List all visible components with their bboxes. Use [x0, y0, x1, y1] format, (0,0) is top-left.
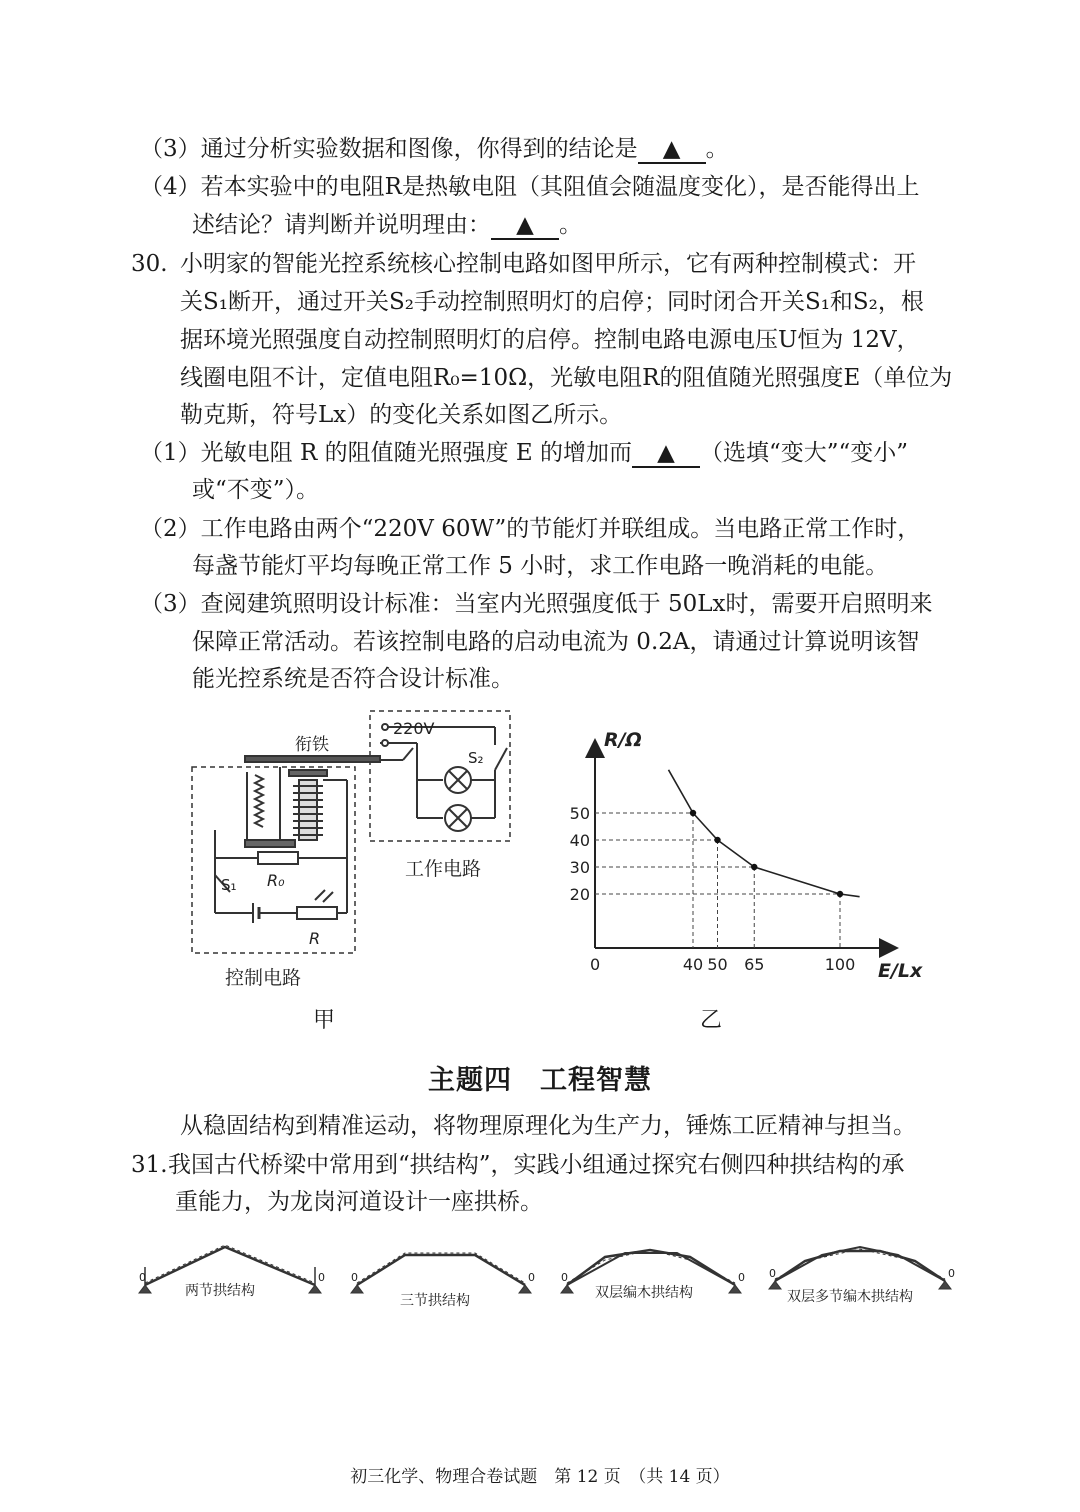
spring: [255, 775, 263, 827]
q31-line1: 我国古代桥梁中常用到“拱结构”，实践小组通过探究右侧四种拱结构的承: [168, 1152, 905, 1178]
zero-mark: 0: [769, 1267, 776, 1280]
series-line: [669, 770, 860, 897]
zero-mark: 0: [738, 1271, 745, 1284]
arch-label: 双层多节编木拱结构: [787, 1289, 913, 1305]
y-tick-label: 50: [569, 804, 590, 823]
item-text: 查阅建筑照明设计标准：当室内光照强度低于 50Lx时，需要开启照明来: [200, 591, 933, 617]
q29-item4-line1: [140, 171, 919, 203]
origin-label: 0: [590, 955, 601, 974]
item-number: （4）: [140, 174, 201, 200]
y-tick-label: 30: [569, 858, 590, 877]
armature-label: 衔铁: [295, 735, 329, 755]
section-motto: 从稳固结构到精准运动，将物理原理化为生产力，锤炼工匠精神与担当。: [180, 1113, 916, 1139]
work-circuit-box: [370, 711, 510, 841]
q30-sub3-line3: 能光控系统是否符合设计标准。: [192, 666, 514, 692]
r-label: R: [309, 929, 321, 948]
zero-mark: 0: [351, 1271, 358, 1284]
answer-blank: ▲: [632, 440, 700, 468]
data-point: [837, 891, 843, 897]
voltage-label: 220V: [393, 719, 435, 738]
section-title: 主题四 工程智慧: [428, 1065, 652, 1096]
zero-mark: 0: [318, 1271, 325, 1284]
x-tick-label: 100: [824, 955, 856, 974]
figure-caption-jia: 甲: [313, 1008, 336, 1033]
q31-line2: 重能力，为龙岗河道设计一座拱桥。: [175, 1189, 543, 1215]
s2-label: S₂: [468, 749, 484, 767]
q30-intro-5: 勒克斯，符号Lx）的变化关系如图乙所示。: [180, 402, 623, 428]
work-circuit-label: 工作电路: [405, 858, 482, 880]
arch-label: 双层编木拱结构: [595, 1285, 693, 1301]
q29-item4-line2: [192, 209, 582, 241]
x-tick-label: 40: [682, 955, 704, 974]
item-text: 通过分析实验数据和图像，你得到的结论是: [200, 136, 638, 162]
item-text: 述结论？请判断并说明理由：: [192, 212, 491, 238]
circuit-diagram: [185, 700, 525, 1000]
zero-mark: 0: [948, 1267, 955, 1280]
y-tick-label: 20: [569, 885, 590, 904]
q30-sub3-line2: 保障正常活动。若该控制电路的启动电流为 0.2A，请通过计算说明该智: [192, 629, 920, 655]
arch-double-layer-multi-segment-woven: [769, 1247, 951, 1289]
q30-sub2-line2: 每盏节能灯平均每晚正常工作 5 小时，求工作电路一晚消耗的电能。: [192, 553, 889, 579]
q30-sub2: [140, 513, 920, 545]
arch-three-segment: [351, 1253, 531, 1293]
zero-mark: 0: [139, 1271, 146, 1284]
control-circuit-label: 控制电路: [225, 967, 302, 989]
item-text: 光敏电阻 R 的阻值随光照强度 E 的增加而: [200, 440, 632, 466]
r0-label: R₀: [267, 871, 285, 890]
q30-sub1: [140, 437, 908, 469]
s2-switch: [495, 748, 507, 770]
arch-label: 两节拱结构: [185, 1283, 255, 1299]
item-number: （3）: [140, 136, 201, 162]
q31-number: 31.: [131, 1152, 168, 1178]
zero-mark: 0: [561, 1271, 568, 1284]
figure-caption-yi: 乙: [700, 1008, 723, 1033]
q30-intro-3: 据环境光照强度自动控制照明灯的启停。控制电路电源电压U恒为 12V，: [180, 327, 920, 353]
arch-label: 三节拱结构: [400, 1293, 470, 1309]
page-footer: 初三化学、物理合卷试题 第 12 页 （共 14 页）: [350, 1467, 730, 1487]
zero-mark: 0: [528, 1271, 535, 1284]
y-axis-label: R/Ω: [604, 729, 642, 751]
item-text: 工作电路由两个“220V 60W”的节能灯并联组成。当电路正常工作时，: [200, 516, 921, 542]
q30-sub1-line2: 或“不变”）。: [192, 477, 320, 503]
s1-label: S₁: [221, 876, 237, 894]
item-end: 。: [705, 136, 729, 162]
q30-sub3: [140, 588, 932, 620]
data-point: [714, 837, 720, 843]
r-e-chart: [560, 712, 940, 1002]
r0-resistor: [258, 852, 298, 864]
q29-item3: [140, 133, 729, 165]
item-text: 若本实验中的电阻R是热敏电阻（其阻值会随温度变化），是否能得出上: [200, 174, 920, 200]
q30-intro-2: 关S₁断开，通过开关S₂手动控制照明灯的启停；同时闭合开关S₁和S₂，根: [180, 289, 924, 315]
answer-blank: ▲: [491, 212, 559, 240]
arch-structures: [125, 1235, 965, 1325]
item-number: （3）: [140, 591, 201, 617]
q30-intro-4: 线圈电阻不计，定值电阻R₀=10Ω，光敏电阻R的阻值随光照强度E（单位为: [180, 365, 953, 391]
item-number: （2）: [140, 516, 201, 542]
x-tick-label: 50: [707, 955, 728, 974]
item-text: （选填“变大”“变小”: [700, 440, 909, 466]
item-end: 。: [559, 212, 582, 238]
q30-number: 30.: [131, 251, 168, 277]
coil-solenoid: [293, 780, 323, 840]
answer-blank: ▲: [638, 136, 706, 164]
y-tick-label: 40: [569, 831, 590, 850]
data-point: [690, 810, 696, 816]
photoresistor-r: [297, 907, 337, 919]
data-point: [751, 864, 757, 870]
armature: [245, 756, 380, 762]
q30-intro-1: 小明家的智能光控系统核心控制电路如图甲所示，它有两种控制模式：开: [180, 251, 916, 277]
x-axis-label: E/Lx: [878, 960, 923, 982]
x-tick-label: 65: [744, 955, 765, 974]
item-number: （1）: [140, 440, 201, 466]
